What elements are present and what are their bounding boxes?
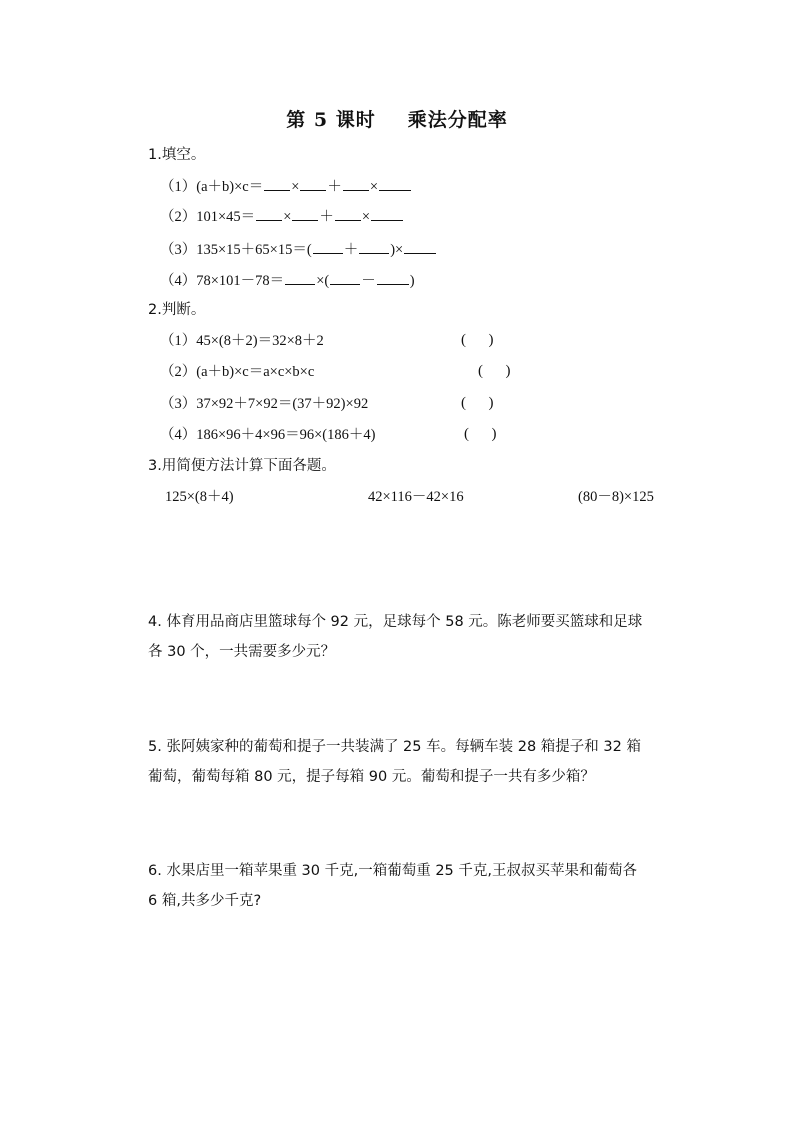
answer-blank[interactable] (371, 206, 403, 221)
page-title (0, 105, 794, 132)
q1-item-2: （2）101×45＝ × ＋ × (160, 206, 404, 227)
q3-expression-1: 125×(8＋4) (165, 489, 234, 505)
q1-item-4: （4）78×101－78＝ ×( － ) (160, 270, 415, 291)
q4-text-line-1: 4. 体育用品商店里篮球每个 92 元，足球每个 58 元。陈老师要买篮球和足球 (148, 614, 643, 630)
answer-blank[interactable] (379, 176, 411, 191)
answer-blank[interactable] (256, 206, 282, 221)
lesson-topic: 乘法分配率 (407, 109, 508, 131)
q2-heading: 2.判断。 (148, 302, 206, 318)
answer-blank[interactable] (404, 239, 436, 254)
q6-text-line-2: 6 箱,共多少千克? (148, 893, 262, 909)
answer-blank[interactable] (377, 270, 409, 285)
q2-item-1: （1）45×(8＋2)＝32×8＋2 (160, 333, 324, 349)
q2-item-2: （2）(a＋b)×c＝a×c×b×c (160, 364, 315, 380)
answer-blank[interactable] (313, 239, 343, 254)
q2-item-3: （3）37×92＋7×92＝(37＋92)×92 (160, 396, 369, 412)
answer-blank[interactable] (335, 206, 361, 221)
lesson-number: 第 5 课时 (286, 109, 376, 131)
q3-expression-2: 42×116－42×16 (368, 489, 464, 505)
answer-blank[interactable] (285, 270, 315, 285)
q5-text-line-1: 5. 张阿姨家种的葡萄和提子一共装满了 25 车。每辆车装 28 箱提子和 32 箱 (148, 739, 641, 755)
answer-blank[interactable] (300, 176, 326, 191)
q1-item-1: （1）(a＋b)×c＝ × ＋ × (160, 176, 412, 197)
q2-item-4: （4）186×96＋4×96＝96×(186＋4) (160, 427, 376, 443)
q1-heading: 1.填空。 (148, 147, 206, 163)
q3-heading: 3.用简便方法计算下面各题。 (148, 458, 336, 474)
judgement-answer-box[interactable]: ( ) (478, 363, 511, 379)
q1-item-3: （3）135×15＋65×15＝( ＋ )× (160, 239, 437, 260)
q4-text-line-2: 各 30 个，一共需要多少元？ (148, 644, 336, 660)
q3-expression-3: (80－8)×125 (578, 489, 654, 505)
answer-blank[interactable] (330, 270, 360, 285)
answer-blank[interactable] (292, 206, 318, 221)
answer-blank[interactable] (264, 176, 290, 191)
judgement-answer-box[interactable]: ( ) (461, 332, 494, 348)
judgement-answer-box[interactable]: ( ) (464, 426, 497, 442)
q6-text-line-1: 6. 水果店里一箱苹果重 30 千克,一箱葡萄重 25 千克,王叔叔买苹果和葡萄各 (148, 863, 637, 879)
answer-blank[interactable] (359, 239, 389, 254)
judgement-answer-box[interactable]: ( ) (461, 395, 494, 411)
answer-blank[interactable] (343, 176, 369, 191)
q5-text-line-2: 葡萄，葡萄每箱 80 元，提子每箱 90 元。葡萄和提子一共有多少箱？ (148, 769, 595, 785)
